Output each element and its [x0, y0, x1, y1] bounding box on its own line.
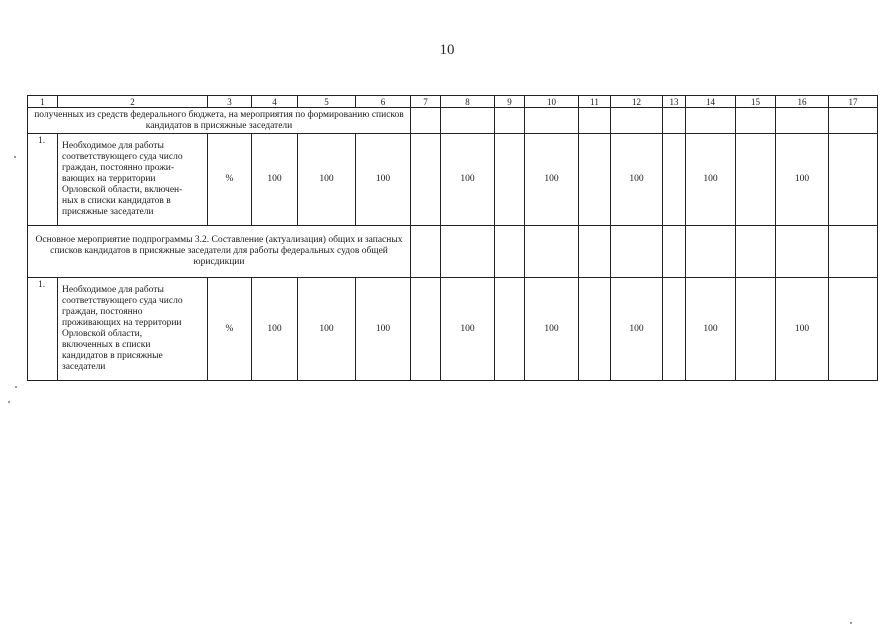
empty-cell [736, 108, 776, 134]
empty-cell [579, 108, 611, 134]
empty-cell [495, 108, 525, 134]
value-cell: 100 [525, 134, 579, 226]
value-cell: 100 [441, 278, 495, 381]
header-cell: 14 [686, 96, 736, 108]
header-cell: 9 [495, 96, 525, 108]
indicator-name [58, 278, 208, 381]
empty-cell [579, 226, 611, 278]
indicator-name-line: граждан, постоянно прожи- [62, 163, 175, 173]
empty-cell [829, 108, 878, 134]
value-cell [829, 134, 878, 226]
indicator-name-line: присяжные заседатели [62, 207, 154, 217]
value-cell [579, 134, 611, 226]
value-cell [579, 278, 611, 381]
indicator-name-line: включенных в списки [62, 340, 151, 350]
empty-cell [663, 226, 686, 278]
header-cell: 15 [736, 96, 776, 108]
indicator-name-line: соответствующего суда число [62, 296, 183, 306]
value-cell: 100 [776, 278, 829, 381]
value-cell: 100 [252, 278, 298, 381]
empty-cell [411, 226, 441, 278]
unit-cell: % [208, 134, 252, 226]
header-cell: 10 [525, 96, 579, 108]
value-cell: 100 [441, 134, 495, 226]
value-cell: 100 [298, 134, 356, 226]
continuation-text: полученных из средств федерального бюджета, на мероприятия по формированию списков кандидатов в присяжные заседатели [28, 108, 411, 134]
section-heading: Основное мероприятие подпрограммы 3.2. Составление (актуализация) общих и запасных списков кандидатов в присяжные заседатели для работы федеральных судов общей юрисдикции [28, 226, 411, 278]
value-cell [411, 278, 441, 381]
indicator-name-line: граждан, постоянно [62, 307, 143, 317]
indicator-name-line: Необходимое для работы [62, 285, 164, 295]
empty-cell [829, 226, 878, 278]
continuation-row [28, 108, 878, 134]
value-cell: 100 [776, 134, 829, 226]
header-cell: 3 [208, 96, 252, 108]
header-row [28, 96, 878, 108]
empty-cell [736, 226, 776, 278]
indicator-name-line: Орловской области, [62, 329, 143, 339]
header-cell: 13 [663, 96, 686, 108]
header-cell: 6 [356, 96, 411, 108]
empty-cell [776, 226, 829, 278]
value-cell [663, 134, 686, 226]
indicator-name-line: кандидатов в присяжные [62, 351, 163, 361]
header-cell: 2 [58, 96, 208, 108]
value-cell [663, 278, 686, 381]
value-cell [411, 134, 441, 226]
value-cell: 100 [356, 134, 411, 226]
header-cell: 7 [411, 96, 441, 108]
value-cell: 100 [298, 278, 356, 381]
indicator-name-line: ных в списки кандидатов в [62, 196, 171, 206]
row-number: 1. [28, 134, 58, 226]
empty-cell [686, 226, 736, 278]
empty-cell [776, 108, 829, 134]
value-cell [736, 134, 776, 226]
value-cell [495, 134, 525, 226]
header-cell: 16 [776, 96, 829, 108]
header-cell: 4 [252, 96, 298, 108]
value-cell [495, 278, 525, 381]
indicator-row [28, 278, 878, 381]
header-cell: 11 [579, 96, 611, 108]
empty-cell [411, 108, 441, 134]
indicator-name-line: Необходимое для работы [62, 141, 164, 151]
header-cell: 17 [829, 96, 878, 108]
unit-cell: % [208, 278, 252, 381]
scan-speck [8, 401, 10, 403]
value-cell: 100 [525, 278, 579, 381]
value-cell [829, 278, 878, 381]
value-cell: 100 [611, 134, 663, 226]
section-row [28, 226, 878, 278]
empty-cell [663, 108, 686, 134]
indicator-row [28, 134, 878, 226]
value-cell: 100 [252, 134, 298, 226]
header-cell: 1 [28, 96, 58, 108]
empty-cell [441, 226, 495, 278]
row-number: 1. [28, 278, 58, 381]
value-cell: 100 [356, 278, 411, 381]
scan-speck [14, 156, 16, 158]
indicator-name-line: заседатели [62, 362, 106, 372]
empty-cell [686, 108, 736, 134]
indicator-name [58, 134, 208, 226]
indicator-name-line: вающих на территории [62, 174, 156, 184]
value-cell: 100 [686, 134, 736, 226]
empty-cell [611, 226, 663, 278]
value-cell [736, 278, 776, 381]
scan-speck [15, 386, 17, 388]
empty-cell [525, 226, 579, 278]
value-cell: 100 [611, 278, 663, 381]
indicator-name-line: проживающих на территории [62, 318, 182, 328]
indicators-table [27, 95, 878, 381]
empty-cell [495, 226, 525, 278]
page-number: 10 [439, 42, 455, 58]
indicator-name-line: Орловской области, включен- [62, 185, 183, 195]
header-cell: 8 [441, 96, 495, 108]
indicator-name-line: соответствующего суда число [62, 152, 183, 162]
header-cell: 12 [611, 96, 663, 108]
value-cell: 100 [686, 278, 736, 381]
header-cell: 5 [298, 96, 356, 108]
empty-cell [525, 108, 579, 134]
empty-cell [611, 108, 663, 134]
scan-speck [850, 622, 852, 624]
empty-cell [441, 108, 495, 134]
